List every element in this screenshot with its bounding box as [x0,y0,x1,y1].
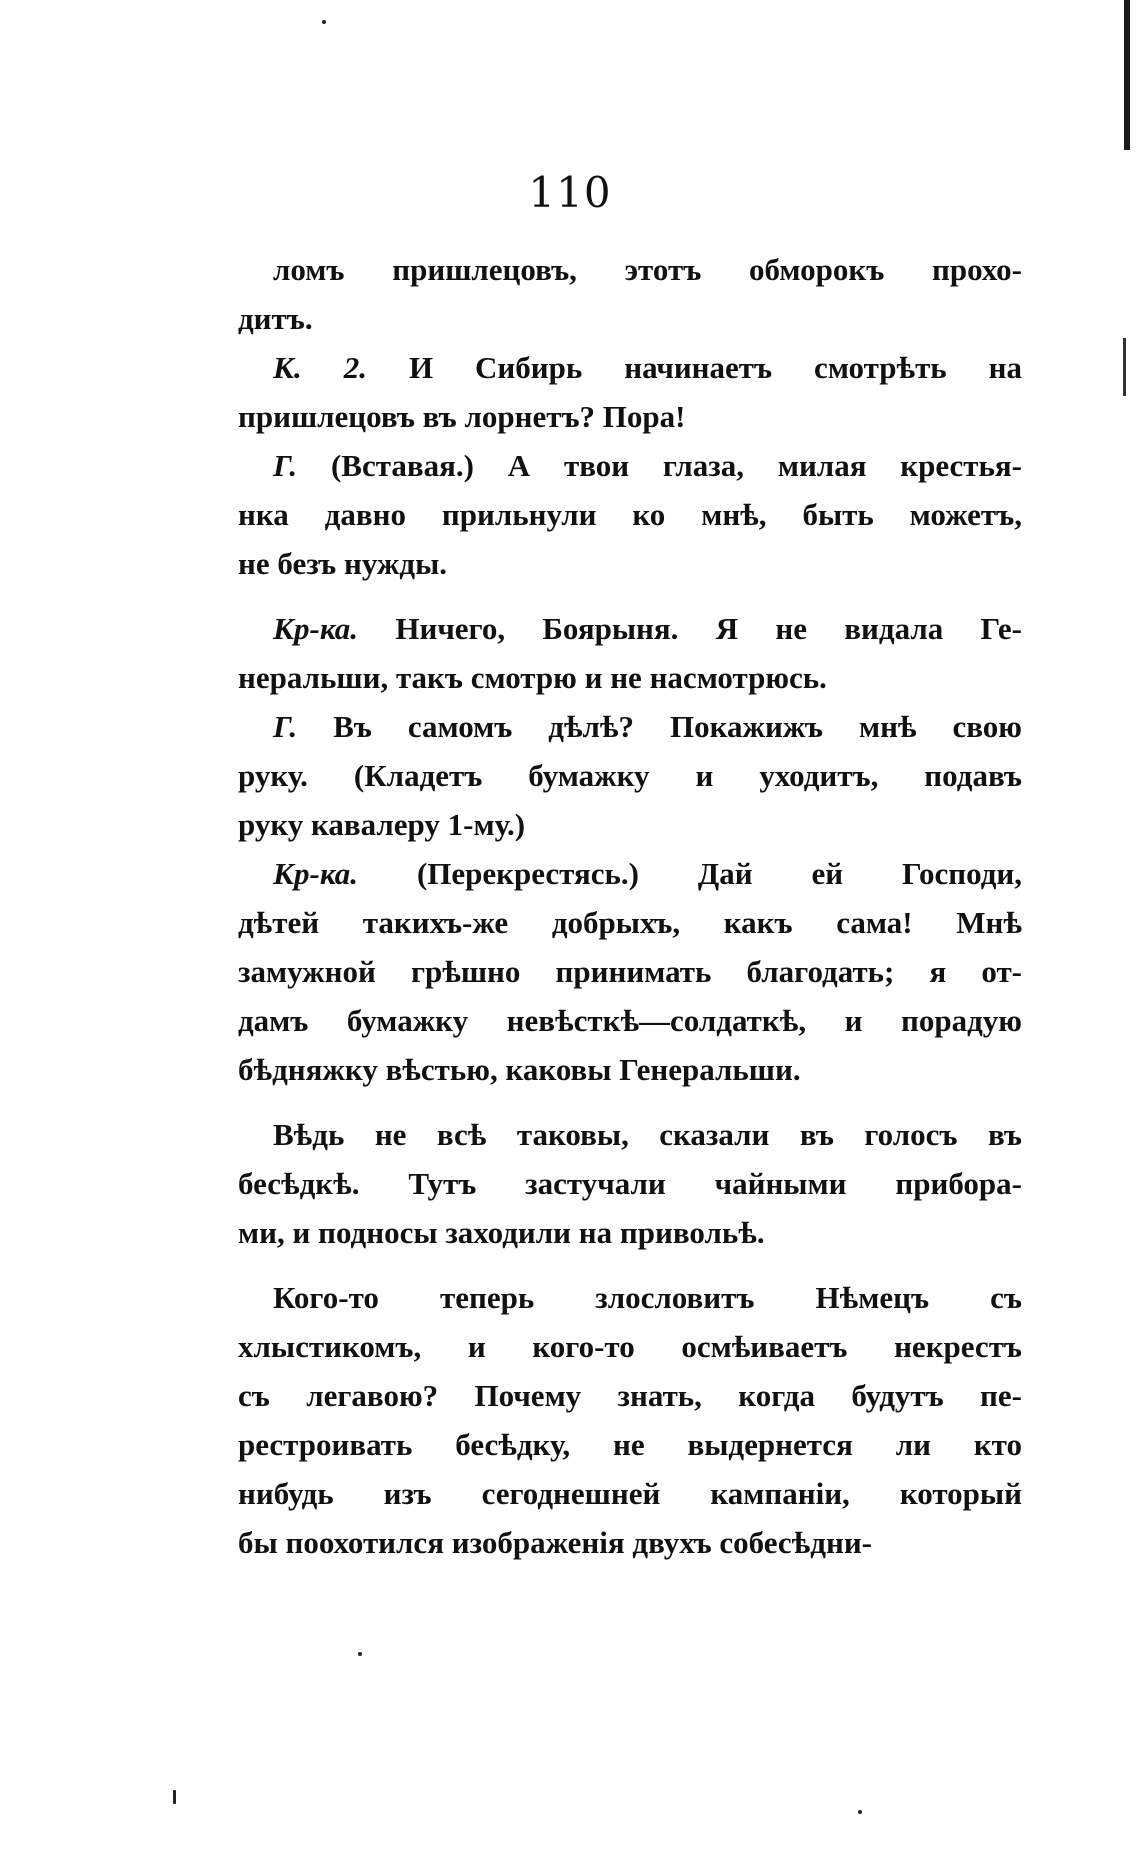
line-text: И Сибирь начинаетъ смотрѣть на [408,350,1023,385]
text-line [238,800,1022,849]
speaker-label: Г. [273,709,298,744]
line-text: бы поохотился изображенія двухъ собесѣдни- [238,1525,873,1560]
text-line [238,1371,1022,1420]
line-text: Ничего, Боярыня. Я не видала Ге- [395,611,1022,646]
speaker-label: Кр-ка. [273,611,359,646]
line-text: Вѣдь не всѣ таковы, сказали въ голосъ въ [273,1117,1022,1152]
text-line [238,604,1022,653]
line-text: дитъ. [238,301,313,336]
text-line [238,392,1022,441]
line-text: нибудь изъ сегоднешней кампаніи, который [238,1476,1022,1511]
text-line [238,849,1022,898]
text-line [238,751,1022,800]
speaker-label: К. 2. [273,350,367,385]
scan-speck [358,1652,362,1656]
text-line [238,1045,1022,1094]
text-line [238,947,1022,996]
line-text: замужной грѣшно принимать благодать; я от- [238,954,1022,989]
line-text: бесѣдкѣ. Тутъ застучали чайными прибора- [238,1166,1022,1201]
text-line [238,1159,1022,1208]
text-line [238,1518,1022,1567]
body-text [238,245,1022,1567]
line-text: Въ самомъ дѣлѣ? Покажижъ мнѣ свою [333,709,1022,744]
text-line [238,1110,1022,1159]
text-line [238,996,1022,1045]
text-line [238,1322,1022,1371]
line-text: ми, и подносы заходили на привольѣ. [238,1215,765,1250]
line-text: неральши, такъ смотрю и не насмотрюсь. [238,660,827,695]
line-text: руку. (Кладетъ бумажку и уходитъ, подавъ [238,758,1022,793]
line-text: хлыстикомъ, и кого-то осмѣиваетъ некрестъ [238,1329,1022,1364]
paragraph [238,245,1022,343]
line-text: пришлецовъ въ лорнетъ? Пора! [238,399,686,434]
scan-speck [322,20,326,24]
scan-speck [173,1790,176,1804]
line-text: рестроивать бесѣдку, не выдернется ли кто [238,1427,1022,1462]
text-line [238,1273,1022,1322]
text-line [238,702,1022,751]
speaker-label: Г. [273,448,298,483]
paragraph [238,441,1022,588]
text-line [238,898,1022,947]
scan-edge-mark [1124,0,1130,150]
text-line [238,653,1022,702]
line-text: Кого-то теперь злословитъ Нѣмецъ съ [273,1280,1022,1315]
paragraph [238,1273,1022,1567]
text-line [238,1469,1022,1518]
paragraph [238,1110,1022,1257]
line-text: дѣтей такихъ-же добрыхъ, какъ сама! Мнѣ [238,905,1022,940]
scan-margin-mark [1123,338,1126,396]
page-number: 110 [528,168,612,217]
text-line [238,490,1022,539]
paragraph [238,604,1022,702]
line-text: руку кавалеру 1-му.) [238,807,526,842]
line-text: бѣдняжку вѣстью, каковы Генеральши. [238,1052,801,1087]
line-text: дамъ бумажку невѣсткѣ—солдаткѣ, и порадую [238,1003,1022,1038]
scan-speck [858,1810,862,1814]
text-line [238,343,1022,392]
speaker-label: Кр-ка. [273,856,359,891]
text-line [238,441,1022,490]
text-line [238,294,1022,343]
line-text: съ легавою? Почему знать, когда будутъ пе- [238,1378,1022,1413]
line-text: (Вставая.) А твои глаза, милая крестья- [330,448,1022,483]
paragraph [238,343,1022,441]
paragraph [238,849,1022,1094]
text-line [238,1420,1022,1469]
text-line [238,245,1022,294]
text-line [238,539,1022,588]
line-text: (Перекрестясь.) Дай ей Господи, [416,856,1022,891]
line-text: ломъ пришлецовъ, этотъ обморокъ прохо- [273,252,1022,287]
paragraph [238,702,1022,849]
line-text: нка давно прильнули ко мнѣ, быть можетъ, [238,497,1022,532]
line-text: не безъ нужды. [238,546,448,581]
text-line [238,1208,1022,1257]
